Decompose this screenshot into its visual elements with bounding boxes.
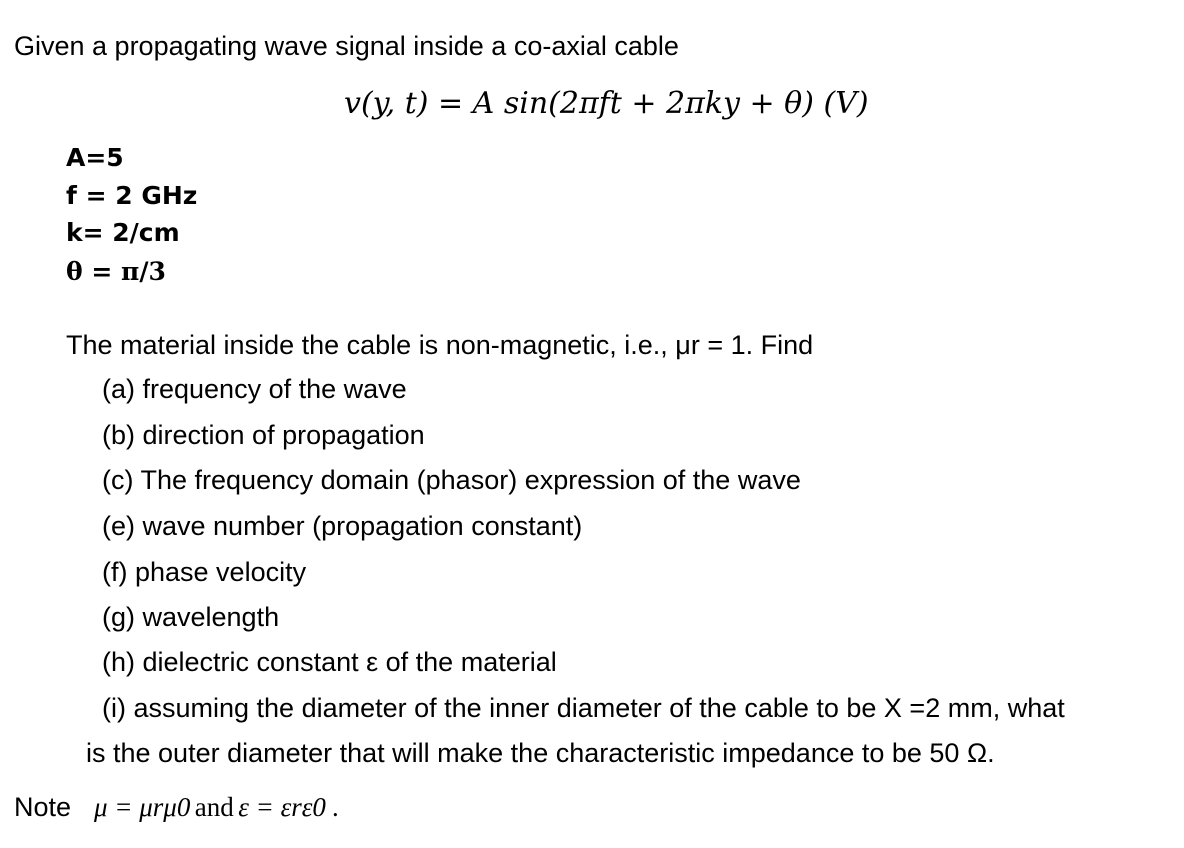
question-c: (c) The frequency domain (phasor) expression of the wave [102, 465, 801, 495]
intro-text: Given a propagating wave signal inside a co-axial cable [14, 31, 679, 61]
note-epsilon-relation: ε = εrε0 . [238, 792, 340, 822]
param-frequency: f = 2 GHz [66, 181, 198, 210]
question-g: (g) wavelength [102, 602, 280, 632]
question-a: (a) frequency of the wave [102, 374, 407, 404]
note-and: and [194, 792, 234, 822]
question-b: (b) direction of propagation [102, 420, 425, 450]
note-row [14, 792, 339, 823]
question-h: (h) dielectric constant ε of the material [102, 647, 557, 677]
question-e: (e) wave number (propagation constant) [102, 511, 583, 541]
note-label: Note [14, 792, 72, 822]
wave-equation: v(y, t) = A sin(2πft + 2πky + θ) (V) [344, 86, 869, 121]
param-theta: θ = π/3 [66, 257, 166, 286]
question-i-line1: (i) assuming the diameter of the inner diameter of the cable to be X =2 mm, what [102, 693, 1065, 723]
param-k: k= 2/cm [66, 218, 180, 247]
param-amplitude: A=5 [66, 143, 124, 172]
note-mu-relation: μ = μrμ0 [93, 792, 191, 822]
question-f: (f) phase velocity [102, 557, 307, 587]
material-statement: The material inside the cable is non-magnetic, i.e., μr = 1. Find [66, 330, 814, 360]
question-i-line2: is the outer diameter that will make the characteristic impedance to be 50 Ω. [86, 738, 995, 768]
